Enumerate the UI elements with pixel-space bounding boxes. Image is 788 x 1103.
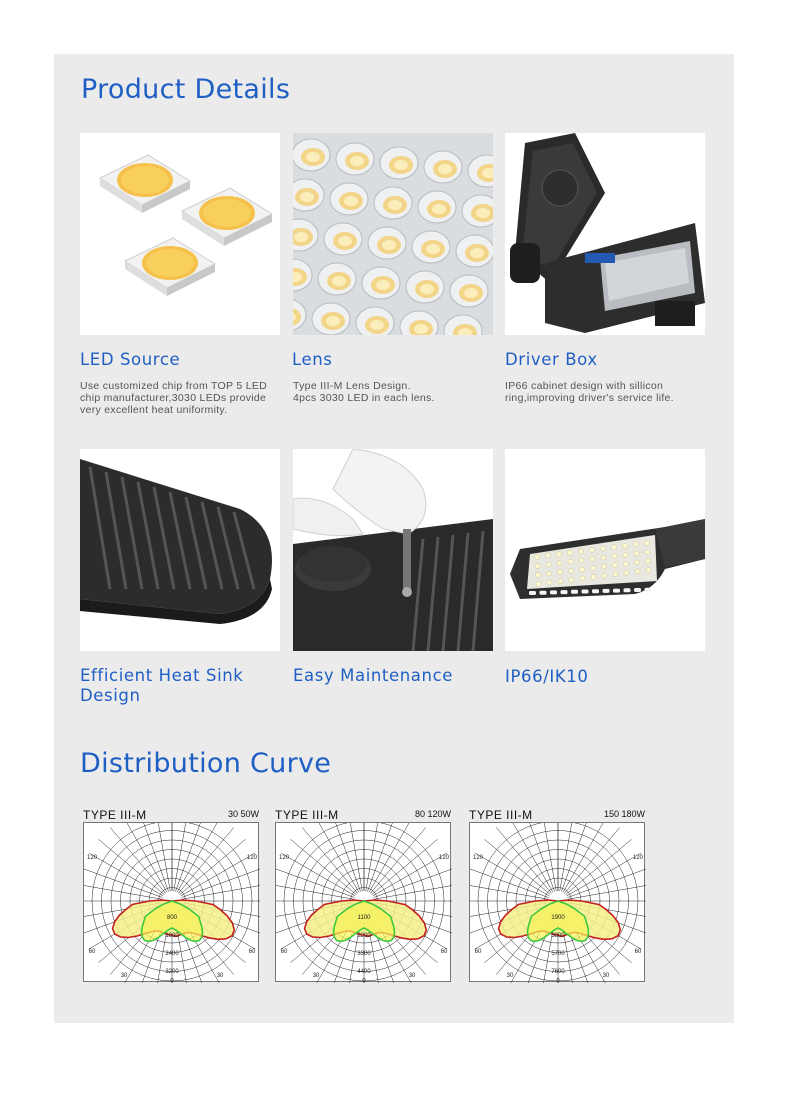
angle-label: 60 xyxy=(88,949,96,955)
distribution-chart-1 xyxy=(83,808,259,983)
angle-label: 30 xyxy=(408,973,416,979)
angle-label: 60 xyxy=(474,949,482,955)
caption-led-source: LED Source xyxy=(80,350,181,369)
intensity-label: 1600 xyxy=(165,933,179,939)
caption-driver-box: Driver Box xyxy=(505,350,598,369)
led-source-image xyxy=(80,133,280,335)
chart-type-label: TYPE III-M xyxy=(83,808,147,822)
angle-label: 0 xyxy=(556,978,560,983)
intensity-label: 2400 xyxy=(165,951,179,957)
ip66-ik10-image xyxy=(505,449,705,651)
polar-plot xyxy=(275,822,451,982)
distribution-chart-3 xyxy=(469,808,645,983)
angle-label: 30 xyxy=(216,973,224,979)
angle-label: 60 xyxy=(248,949,256,955)
intensity-label: 3200 xyxy=(165,969,179,975)
angle-label: 120 xyxy=(438,855,450,861)
distribution-chart-2 xyxy=(275,808,451,983)
driver-box-image xyxy=(505,133,705,335)
angle-label: 30 xyxy=(312,973,320,979)
angle-label: 0 xyxy=(362,978,366,983)
distribution-curve-title: Distribution Curve xyxy=(80,748,332,779)
desc-driver-box: IP66 cabinet design with sillicon ring,improving driver's service life. xyxy=(505,380,674,404)
caption-easy-maintenance: Easy Maintenance xyxy=(293,666,454,685)
intensity-label: 3800 xyxy=(551,933,565,939)
intensity-label: 4400 xyxy=(357,969,371,975)
lens-image xyxy=(293,133,493,335)
chart-wattage: 80 120W xyxy=(414,809,451,819)
polar-plot xyxy=(469,822,645,982)
intensity-label: 2200 xyxy=(357,933,371,939)
intensity-label: 5700 xyxy=(551,951,565,957)
angle-label: 120 xyxy=(472,855,484,861)
angle-label: 120 xyxy=(86,855,98,861)
heat-sink-image xyxy=(80,449,280,651)
intensity-label: 7600 xyxy=(551,969,565,975)
intensity-label: 1100 xyxy=(357,915,371,921)
intensity-label: 3300 xyxy=(357,951,371,957)
polar-plot xyxy=(83,822,259,982)
angle-label: 30 xyxy=(602,973,610,979)
caption-lens: Lens xyxy=(292,350,333,369)
angle-label: 0 xyxy=(170,978,174,983)
angle-label: 60 xyxy=(440,949,448,955)
desc-led-source: Use customized chip from TOP 5 LED chip manufacturer,3030 LEDs provide very excellent heat uniformity. xyxy=(80,380,268,416)
intensity-label: 1900 xyxy=(551,915,565,921)
chart-wattage: 30 50W xyxy=(227,809,259,819)
caption-heat-sink: Efficient Heat Sink Design xyxy=(80,666,244,705)
angle-label: 30 xyxy=(506,973,514,979)
chart-type-label: TYPE III-M xyxy=(469,808,533,822)
angle-label: 60 xyxy=(634,949,642,955)
chart-wattage: 150 180W xyxy=(603,809,645,819)
easy-maintenance-image xyxy=(293,449,493,651)
intensity-label: 800 xyxy=(166,915,178,921)
product-details-title: Product Details xyxy=(81,74,291,105)
angle-label: 120 xyxy=(278,855,290,861)
angle-label: 120 xyxy=(246,855,258,861)
angle-label: 60 xyxy=(280,949,288,955)
chart-type-label: TYPE III-M xyxy=(275,808,339,822)
desc-lens: Type III-M Lens Design. 4pcs 3030 LED in each lens. xyxy=(293,380,435,404)
angle-label: 120 xyxy=(632,855,644,861)
caption-ip66-ik10: IP66/IK10 xyxy=(505,667,589,686)
angle-label: 30 xyxy=(120,973,128,979)
